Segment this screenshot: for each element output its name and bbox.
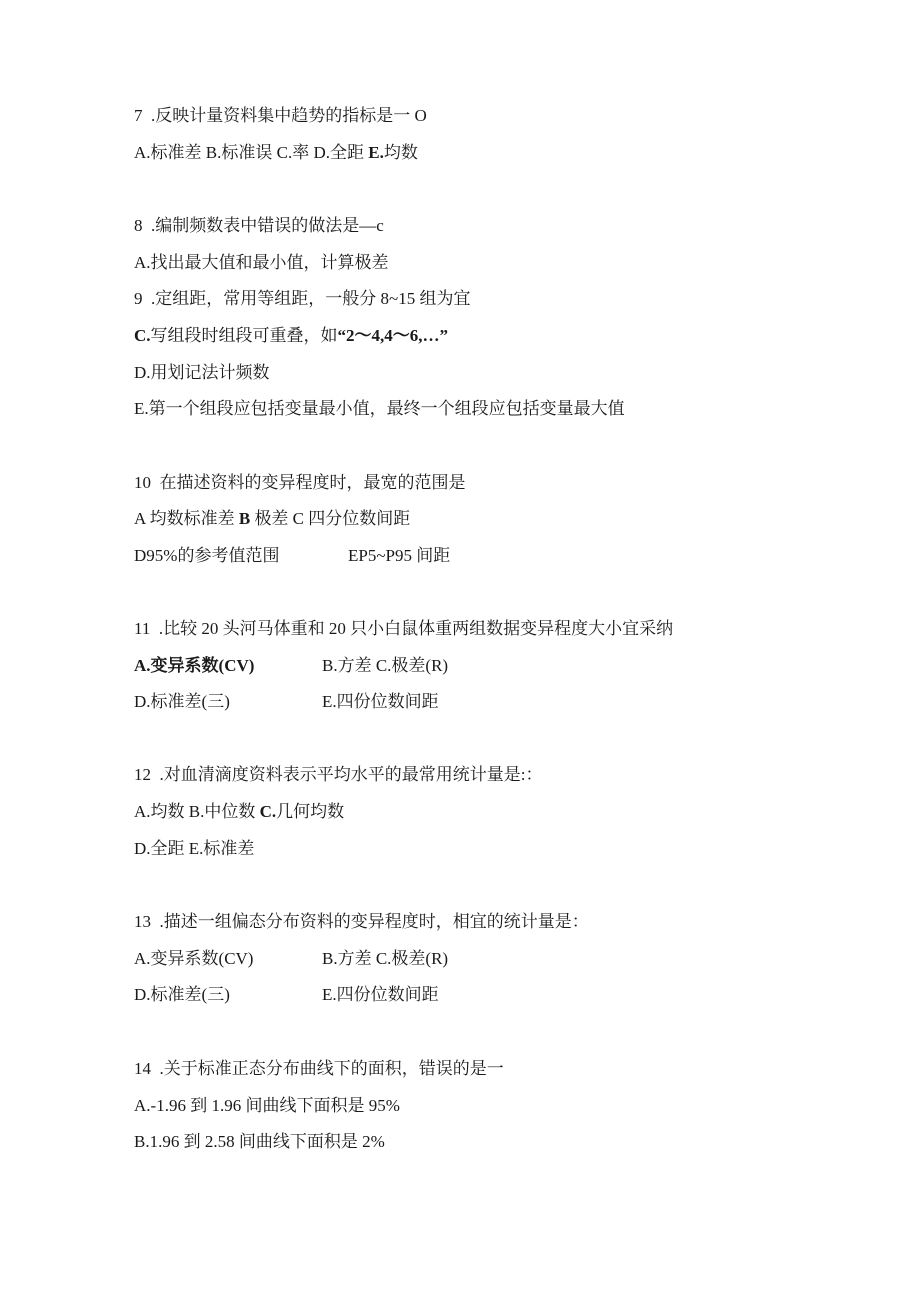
question-12-options-de: D.全距 E.标准差	[134, 839, 255, 858]
question-12-stem: 12 .对血清滴度资料表示平均水平的最常用统计量是:：	[134, 765, 543, 784]
question-13-options-de: D.标准差(三) E.四份位数间距	[134, 985, 439, 1004]
question-11-options-de: D.标准差(三) E.四份位数间距	[134, 692, 439, 711]
question-8-option-d: D.用划记法计频数	[134, 363, 270, 382]
question-11-stem: 11 .比较 20 头河马体重和 20 只小白鼠体重两组数据变异程度大小宜采纳	[134, 619, 674, 638]
question-7-options: A.标准差 B.标准误 C.率 D.全距 E.均数	[134, 143, 418, 162]
question-10-options-de: D95%的参考值范围 EP5~P95 间距	[134, 546, 451, 565]
question-14-stem: 14 .关于标准正态分布曲线下的面积，错误的是一	[134, 1059, 504, 1078]
question-8-option-c: C.写组段时组段可重叠，如“2～4,4～6,…”	[134, 326, 449, 345]
question-14-option-b: B.1.96 到 2.58 间曲线下面积是 2%	[134, 1132, 385, 1151]
question-12-options-abc: A.均数 B.中位数 C.几何均数	[134, 802, 345, 821]
question-10-options-abc: A 均数标准差 B 极差 C 四分位数间距	[134, 509, 411, 528]
question-13-options-abc: A.变异系数(CV) B.方差 C.极差(R)	[134, 949, 449, 968]
question-10-stem: 10 在描述资料的变异程度时，最宽的范围是	[134, 473, 466, 492]
question-8-option-a: A.找出最大值和最小值，计算极差	[134, 253, 389, 272]
question-13-stem: 13 .描述一组偏态分布资料的变异程度时，相宜的统计量是：	[134, 912, 589, 931]
question-8-option-e: E.第一个组段应包括变量最小值，最终一个组段应包括变量最大值	[134, 399, 625, 418]
question-14-option-a: A.-1.96 到 1.96 间曲线下面积是 95%	[134, 1096, 400, 1115]
question-7-stem: 7 .反映计量资料集中趋势的指标是一 O	[134, 106, 427, 125]
question-11-options-abc: A.变异系数(CV) B.方差 C.极差(R)	[134, 656, 449, 675]
question-8-stem: 8 .编制频数表中错误的做法是—c	[134, 216, 384, 235]
question-8-option-b: 9 .定组距，常用等组距，一般分 8~15 组为宜	[134, 289, 471, 308]
